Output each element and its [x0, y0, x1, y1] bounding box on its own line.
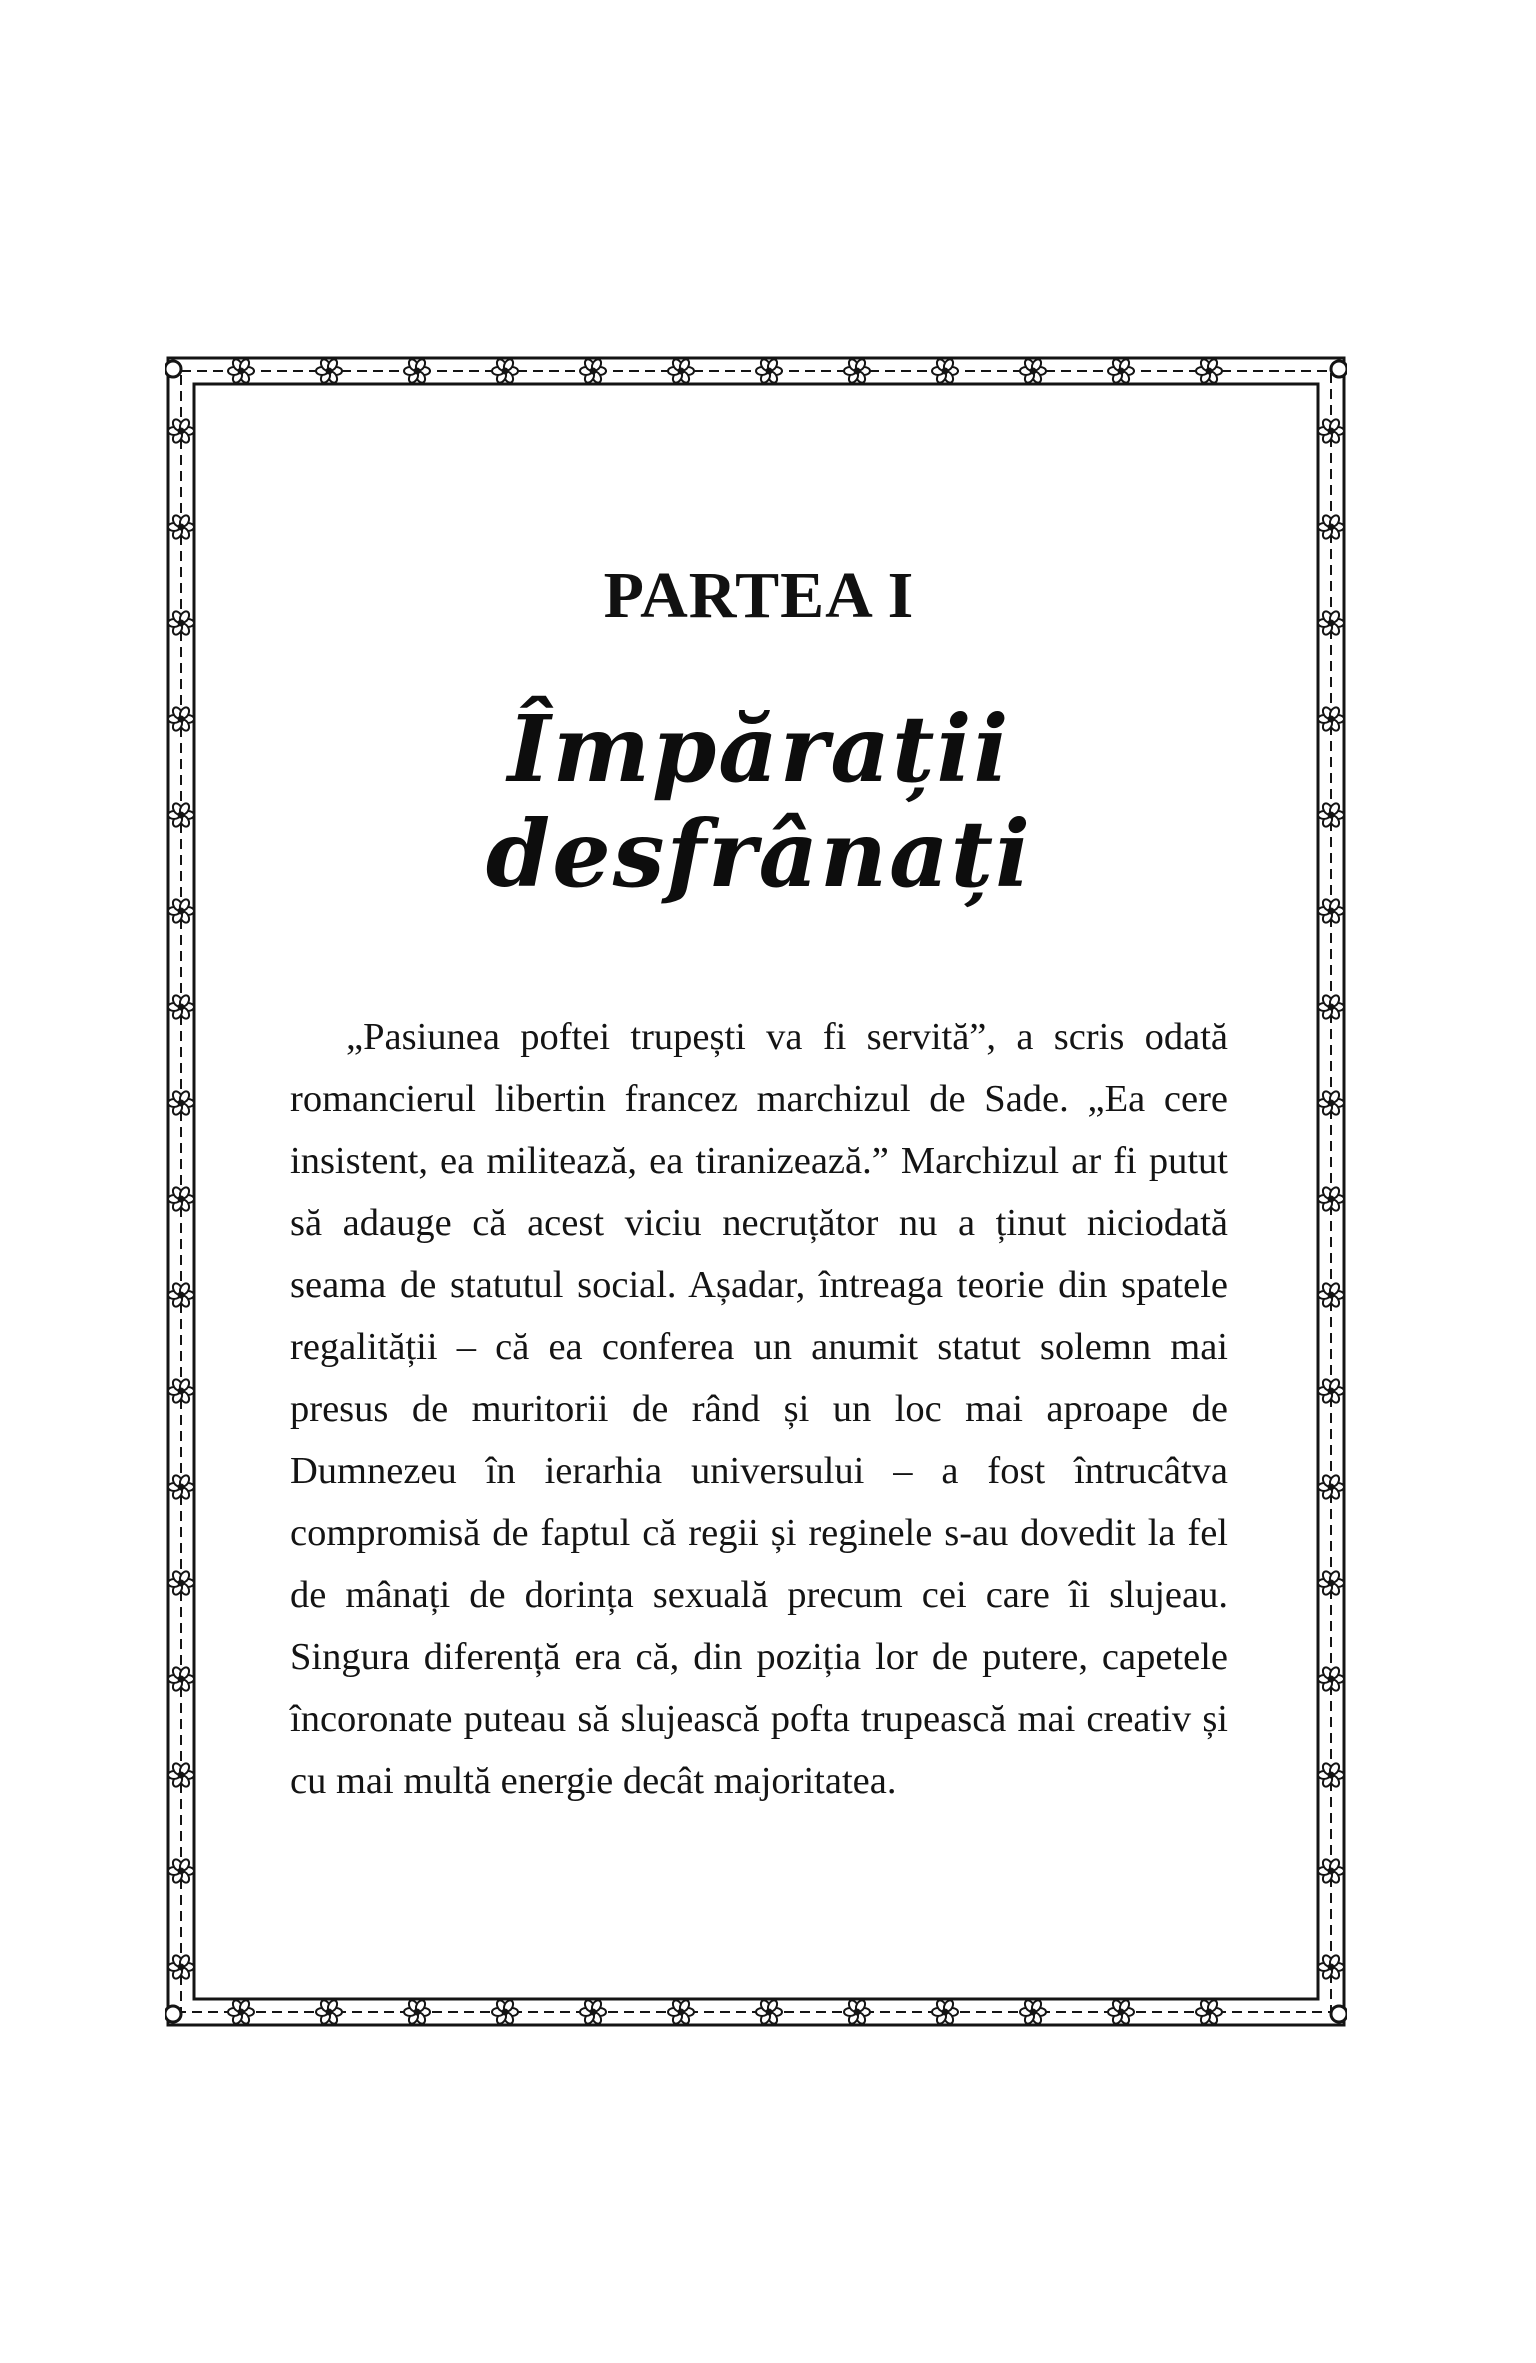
flower-ornament-icon [168, 1954, 194, 1981]
flower-ornament-icon [168, 1282, 194, 1309]
flower-ornament-icon [404, 1999, 430, 2026]
flower-ornament-icon [316, 358, 342, 385]
flower-ornament-icon [1318, 994, 1344, 1021]
flower-ornament-icon [1318, 1282, 1344, 1309]
flower-ornament-icon [1108, 358, 1134, 385]
flower-ornament-icon [1318, 706, 1344, 733]
flower-ornament-icon [1318, 610, 1344, 637]
flower-ornament-icon [756, 1999, 782, 2026]
flower-ornament-icon [668, 1999, 694, 2026]
flower-ornament-icon [1318, 514, 1344, 541]
flower-ornament-icon [228, 358, 254, 385]
corner-ring-icon [165, 2006, 181, 2022]
flower-ornament-icon [168, 706, 194, 733]
flower-ornament-icon [1318, 418, 1344, 445]
corner-ring-icon [1331, 361, 1347, 377]
flower-ornament-icon [168, 898, 194, 925]
flower-ornament-icon [580, 358, 606, 385]
flower-ornament-icon [168, 802, 194, 829]
flower-ornament-icon [1318, 1858, 1344, 1885]
flower-ornament-icon [492, 1999, 518, 2026]
flower-ornament-icon [168, 1666, 194, 1693]
flower-ornament-icon [168, 514, 194, 541]
flower-ornament-icon [932, 1999, 958, 2026]
flower-ornament-icon [228, 1999, 254, 2026]
intro-paragraph: „Pasiunea poftei trupești va fi servită”, a scris odată romancierul libertin francez marchizul de Sade. „Ea cere insistent, ea militează, ea tiranizează.” Marchizul ar fi putut să adauge că acest viciu necruțător nu a ținut niciodată seama de statutul social. Așadar, întreaga teorie din spatele regalității – că ea conferea un anumit statut solemn mai presus de muritorii de rând și un loc mai aproape de Dumnezeu în ierarhia universului – a fost întrucâtva compromisă de faptul că regii și reginele s-au dovedit la fel de mânați de dorința sexuală precum cei care îi slujeau. Singura diferență era că, din poziția lor de putere, capetele încoronate puteau să slujească pofta trupească mai creativ și cu mai multă energie decât majoritatea. [290, 1016, 1228, 1803]
flower-ornament-icon [492, 358, 518, 385]
flower-ornament-icon [1318, 1474, 1344, 1501]
flower-ornament-icon [168, 1090, 194, 1117]
flower-ornament-icon [168, 1378, 194, 1405]
flower-ornament-icon [1020, 1999, 1046, 2026]
flower-ornament-icon [168, 1570, 194, 1597]
flower-ornament-icon [1318, 1666, 1344, 1693]
flower-ornament-icon [1196, 1999, 1222, 2026]
flower-ornament-icon [1318, 1762, 1344, 1789]
flower-ornament-icon [932, 358, 958, 385]
flower-ornament-icon [1318, 802, 1344, 829]
chapter-title: Împărații desfrânați [485, 694, 1033, 909]
flower-ornament-icon [1318, 1186, 1344, 1213]
flower-ornament-icon [168, 610, 194, 637]
flower-ornament-icon [168, 1474, 194, 1501]
flower-ornament-icon [1318, 1090, 1344, 1117]
flower-ornament-icon [168, 1762, 194, 1789]
flower-ornament-icon [1318, 1570, 1344, 1597]
chapter-content [290, 560, 1228, 1812]
flower-ornament-icon [1020, 358, 1046, 385]
flower-ornament-icon [168, 418, 194, 445]
corner-ring-icon [165, 361, 181, 377]
flower-ornament-icon [316, 1999, 342, 2026]
corner-ring-icon [1331, 2006, 1347, 2022]
flower-ornament-icon [1318, 1954, 1344, 1981]
flower-ornament-icon [1318, 898, 1344, 925]
flower-ornament-icon [404, 358, 430, 385]
flower-ornament-icon [580, 1999, 606, 2026]
flower-ornament-icon [168, 1858, 194, 1885]
flower-ornament-icon [1108, 1999, 1134, 2026]
part-label: PARTEA I [603, 559, 915, 632]
flower-ornament-icon [168, 994, 194, 1021]
flower-ornament-icon [1318, 1378, 1344, 1405]
flower-ornament-icon [844, 358, 870, 385]
flower-ornament-icon [844, 1999, 870, 2026]
flower-ornament-icon [1196, 358, 1222, 385]
flower-ornament-icon [756, 358, 782, 385]
flower-ornament-icon [168, 1186, 194, 1213]
flower-ornament-icon [668, 358, 694, 385]
